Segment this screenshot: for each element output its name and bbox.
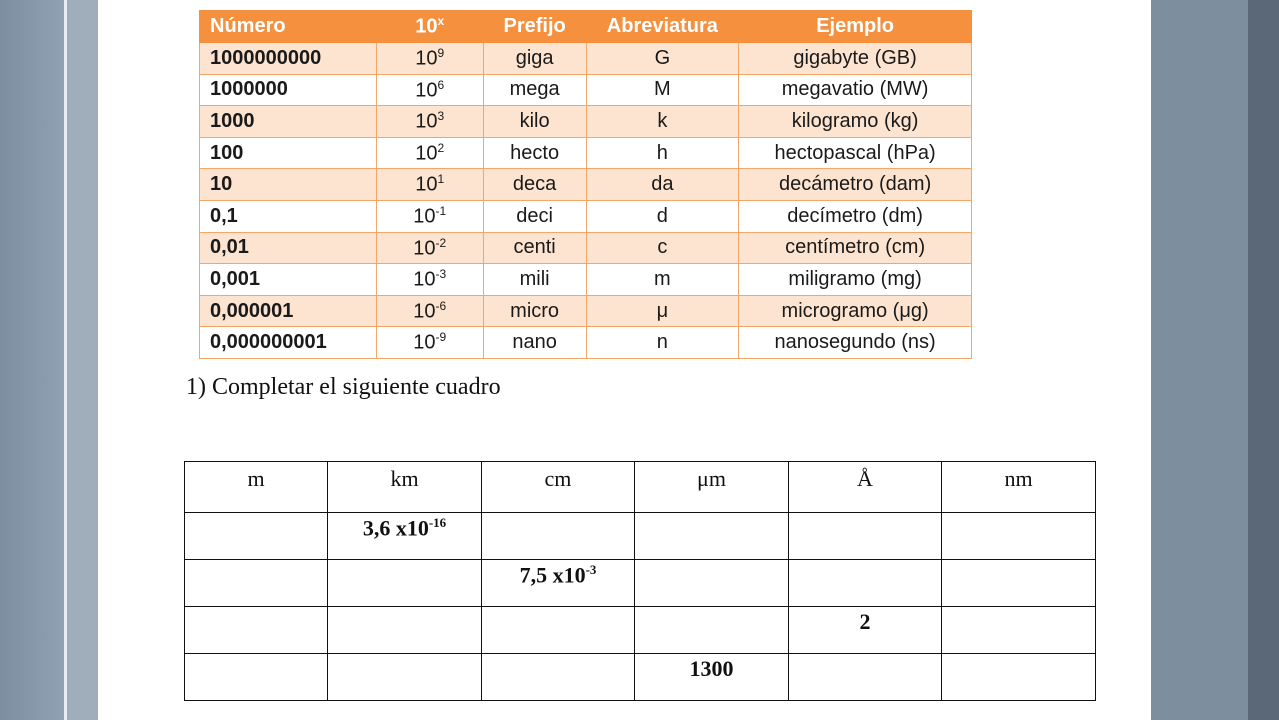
cell-potencia [376, 264, 483, 296]
cell-abreviatura: c [586, 232, 739, 264]
cell-potencia-base: 10 [415, 79, 438, 102]
cell-numero: 0,000000001 [200, 327, 377, 359]
conversion-empty-cell[interactable] [482, 654, 635, 701]
conversion-empty-cell[interactable] [185, 607, 328, 654]
prefix-row [200, 137, 972, 169]
header-potencia-base: 10 [415, 15, 438, 38]
cell-ejemplo: decímetro (dm) [739, 200, 972, 232]
prefix-row [200, 43, 972, 75]
header-abreviatura: Abreviatura [586, 11, 739, 43]
cell-numero: 0,000001 [200, 295, 377, 327]
conversion-header-cell: μm [635, 462, 789, 513]
conversion-empty-cell[interactable] [185, 513, 328, 560]
conversion-empty-cell[interactable] [185, 560, 328, 607]
conversion-empty-cell[interactable] [789, 560, 942, 607]
prefix-table-header [200, 11, 972, 43]
header-ejemplo: Ejemplo [739, 11, 972, 43]
cell-potencia [376, 106, 483, 138]
cell-abreviatura: G [586, 43, 739, 75]
header-prefijo: Prefijo [483, 11, 586, 43]
cell-abreviatura: m [586, 264, 739, 296]
conversion-header-cell: m [185, 462, 328, 513]
cell-abreviatura: μ [586, 295, 739, 327]
cell-prefijo: micro [483, 295, 586, 327]
conversion-row [185, 607, 1096, 654]
cell-prefijo: mili [483, 264, 586, 296]
conversion-empty-cell[interactable] [789, 513, 942, 560]
cell-potencia-base: 10 [415, 47, 438, 70]
cell-potencia-exp: 2 [437, 140, 445, 155]
document-page [98, 0, 1151, 720]
cell-abreviatura: M [586, 74, 739, 106]
cell-potencia [376, 295, 483, 327]
cell-numero: 0,001 [200, 264, 377, 296]
instruction-text: 1) Completar el siguiente cuadro [186, 374, 501, 400]
conversion-empty-cell[interactable] [942, 654, 1096, 701]
cell-numero: 1000000000 [200, 43, 377, 75]
cell-potencia [376, 137, 483, 169]
cell-numero: 0,1 [200, 200, 377, 232]
cell-numero: 100 [200, 137, 377, 169]
prefix-row [200, 232, 972, 264]
conversion-value: 7,5 x10 [519, 562, 586, 588]
cell-ejemplo: decámetro (dam) [739, 169, 972, 201]
cell-potencia-exp: -1 [435, 203, 447, 218]
conversion-header-cell: nm [942, 462, 1096, 513]
cell-ejemplo: centímetro (cm) [739, 232, 972, 264]
conversion-row [185, 654, 1096, 701]
cell-ejemplo: microgramo (μg) [739, 295, 972, 327]
cell-ejemplo: hectopascal (hPa) [739, 137, 972, 169]
cell-potencia [376, 169, 483, 201]
conversion-empty-cell[interactable] [789, 654, 942, 701]
left-margin-panel [67, 0, 98, 720]
conversion-header-cell: cm [482, 462, 635, 513]
conversion-header-row [185, 462, 1096, 513]
cell-potencia-base: 10 [413, 331, 436, 354]
conversion-value-cell [328, 513, 482, 560]
cell-prefijo: deca [483, 169, 586, 201]
conversion-value-cell [789, 607, 942, 654]
cell-abreviatura: n [586, 327, 739, 359]
conversion-empty-cell[interactable] [482, 607, 635, 654]
prefix-row [200, 200, 972, 232]
cell-abreviatura: h [586, 137, 739, 169]
cell-potencia-exp: -6 [435, 298, 447, 313]
cell-potencia-base: 10 [413, 268, 436, 291]
cell-ejemplo: megavatio (MW) [739, 74, 972, 106]
conversion-value: 1300 [689, 656, 734, 681]
cell-prefijo: kilo [483, 106, 586, 138]
prefix-row [200, 295, 972, 327]
cell-potencia [376, 43, 483, 75]
cell-potencia-base: 10 [413, 300, 436, 323]
conversion-empty-cell[interactable] [328, 607, 482, 654]
cell-potencia-exp: -2 [435, 235, 447, 250]
cell-potencia [376, 74, 483, 106]
left-background-panel [0, 0, 64, 720]
conversion-empty-cell[interactable] [942, 560, 1096, 607]
cell-numero: 10 [200, 169, 377, 201]
right-background-panel [1151, 0, 1248, 720]
conversion-empty-cell[interactable] [635, 607, 789, 654]
prefix-row [200, 327, 972, 359]
conversion-value: 2 [859, 609, 871, 634]
right-edge-panel [1248, 0, 1279, 720]
cell-potencia-exp: 6 [437, 77, 445, 92]
conversion-value: 3,6 x10 [362, 515, 429, 541]
cell-ejemplo: nanosegundo (ns) [739, 327, 972, 359]
prefix-row [200, 106, 972, 138]
conversion-header-cell: km [328, 462, 482, 513]
prefix-table [199, 10, 972, 359]
cell-potencia-base: 10 [415, 142, 438, 165]
cell-potencia-exp: -3 [435, 267, 447, 282]
cell-abreviatura: k [586, 106, 739, 138]
header-potencia-exp: x [437, 14, 445, 29]
conversion-table [184, 461, 1096, 701]
cell-abreviatura: da [586, 169, 739, 201]
prefix-row [200, 74, 972, 106]
cell-ejemplo: miligramo (mg) [739, 264, 972, 296]
cell-ejemplo: gigabyte (GB) [739, 43, 972, 75]
cell-potencia-base: 10 [413, 237, 436, 260]
cell-abreviatura: d [586, 200, 739, 232]
conversion-empty-cell[interactable] [942, 513, 1096, 560]
header-numero: Número [200, 11, 377, 43]
prefix-row [200, 169, 972, 201]
conversion-empty-cell[interactable] [328, 560, 482, 607]
conversion-row [185, 513, 1096, 560]
cell-potencia [376, 200, 483, 232]
cell-prefijo: centi [483, 232, 586, 264]
cell-potencia-exp: 3 [437, 109, 445, 124]
cell-potencia-exp: 9 [437, 45, 445, 60]
cell-potencia-exp: -9 [435, 330, 447, 345]
cell-potencia [376, 327, 483, 359]
conversion-exponent: -16 [428, 515, 447, 530]
conversion-empty-cell[interactable] [635, 513, 789, 560]
cell-prefijo: deci [483, 200, 586, 232]
cell-potencia [376, 232, 483, 264]
cell-potencia-base: 10 [415, 174, 438, 196]
cell-potencia-exp: 1 [437, 172, 445, 187]
cell-prefijo: giga [483, 43, 586, 75]
cell-numero: 1000000 [200, 74, 377, 106]
cell-ejemplo: kilogramo (kg) [739, 106, 972, 138]
conversion-empty-cell[interactable] [185, 654, 328, 701]
conversion-value-cell [635, 654, 789, 701]
conversion-exponent: -3 [585, 562, 597, 577]
cell-prefijo: mega [483, 74, 586, 106]
prefix-row [200, 264, 972, 296]
conversion-empty-cell[interactable] [328, 654, 482, 701]
cell-prefijo: hecto [483, 137, 586, 169]
conversion-header-cell: Å [789, 462, 942, 513]
cell-potencia-base: 10 [413, 205, 436, 228]
cell-numero: 0,01 [200, 232, 377, 264]
cell-potencia-base: 10 [415, 110, 438, 133]
conversion-row [185, 560, 1096, 607]
header-potencia [376, 11, 483, 43]
cell-prefijo: nano [483, 327, 586, 359]
conversion-empty-cell[interactable] [635, 560, 789, 607]
cell-numero: 1000 [200, 106, 377, 138]
conversion-empty-cell[interactable] [942, 607, 1096, 654]
conversion-value-cell [482, 560, 635, 607]
conversion-empty-cell[interactable] [482, 513, 635, 560]
